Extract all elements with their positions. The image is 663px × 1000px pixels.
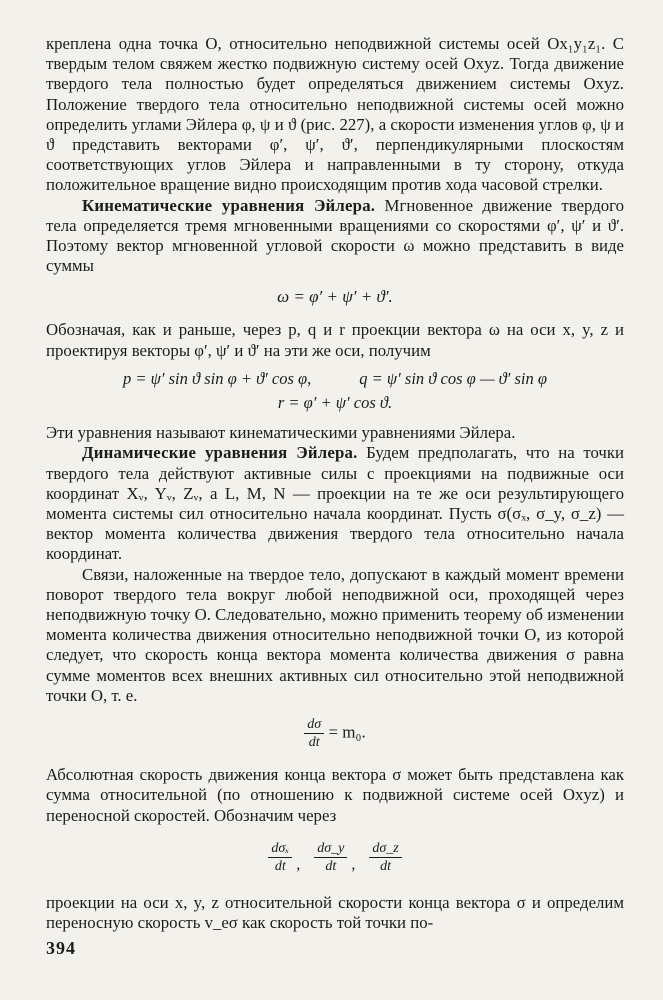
fraction-dsigma-z [369,840,401,875]
equations-p-q [46,369,624,389]
paragraph-links: Связи, наложенные на твердое тело, допускают в каждый момент времени поворот твердого тела вокруг любой неподвижной оси, проходящей через неподвижную точку O. Следовательно, можно применить теорему об изменении момента количества движения относительно неподвижной точки O, из которой следует, что скорость конца вектора момента количества движения σ равна сумме моментов всех внешних активных сил относительно этой неподвижной точки O, т. е. [46,564,624,705]
fraction-dsigma-y [314,840,347,875]
equation-rhs: = m₀. [328,722,366,742]
paragraph-kinematic [46,196,624,277]
relative-derivatives [46,840,624,875]
main-text [46,34,624,933]
equation-p: p = ψ′ sin ϑ sin φ + ϑ′ cos φ, [122,368,312,388]
fraction-z-denominator: dt [380,858,391,874]
separator-comma: , [296,855,301,873]
heading-dynamic-equations: Динамические уравнения Эйлера. [82,443,358,463]
paragraph-intro: креплена одна точка O, относительно неподвижной системы осей Ox₁y₁z₁. С твердым телом свяжем жестко подвижную систему осей Oxyz. Тогда движение твердого тела полностью будет определяться движением системы Oxyz. Положение твердого тела относительно неподвижной системы осей можно определить углами Эйлера φ, ψ и ϑ (рис. 227), а скорости изменения углов φ, ψ и ϑ представить векторами φ′, ψ′, ϑ′, перпендикулярными плоскостям соответствующих углов Эйлера и направленными в ту сторону, откуда положительное вращение видно происходящим против хода часовой стрелки. [46,34,624,195]
paragraph-projections: Обозначая, как и раньше, через p, q и r проекции вектора ω на оси x, y, z и проектируя векторы φ′, ψ′ и ϑ′ на эти же оси, получим [46,320,624,360]
fraction-dsigma-x [268,840,292,875]
dynamic-text: Будем предполагать, что на точки твердого тела действуют активные силы с проекциями на подвижные оси координат Xᵥ, Yᵥ, Zᵥ, а L, M, N — проекции на те же оси результирующего момента системы сил относительно начала координат. Пусть σ(σₓ, σ_y, σ_z) — вектор момента количества движения твердого тела относительно начала координат. [46,443,624,564]
fraction-y-denominator: dt [325,858,337,874]
paragraph-absolute: Абсолютная скорость движения конца вектора σ может быть представлена как сумма относительной (по отношению к подвижной системе осей Oxyz) и переносной скоростей. Обозначим через [46,765,624,825]
separator-comma: , [351,855,356,873]
equation-r: r = φ′ + ψ′ cos ϑ. [277,393,393,413]
page-number: 394 [46,938,76,958]
paragraph-dynamic [46,443,624,564]
equation-q: q = ψ′ sin ϑ cos φ — ϑ′ sin φ [359,368,548,388]
paragraph-last: проекции на оси x, y, z относительной скорости конца вектора σ и определим переносную скорость v_eσ как скорость той точки по- [46,892,624,932]
fraction-denominator: dt [308,735,320,751]
heading-kinematic-equations: Кинематические уравнения Эйлера. [82,195,376,215]
fraction-dsigma-dt [304,716,324,751]
equation-omega: ω = φ′ + ψ′ + ϑ′. [277,287,393,307]
fraction-x-denominator: dt [274,858,286,874]
fraction-numerator: dσ [304,716,324,734]
fraction-y-numerator: dσ_y [314,840,347,858]
fraction-z-numerator: dσ_z [369,840,401,858]
kinematic-text: Мгновенное движение твердого тела определяется тремя мгновенными вращениями со скоростями φ′, ψ′ и ϑ′. Поэтому вектор мгновенной угловой скорости ω можно представить в виде суммы [46,195,624,276]
paragraph-called: Эти уравнения называют кинематическими уравнениями Эйлера. [46,423,516,443]
equation-dsigma-dt [46,716,624,751]
fraction-x-numerator: dσₓ [268,840,292,858]
